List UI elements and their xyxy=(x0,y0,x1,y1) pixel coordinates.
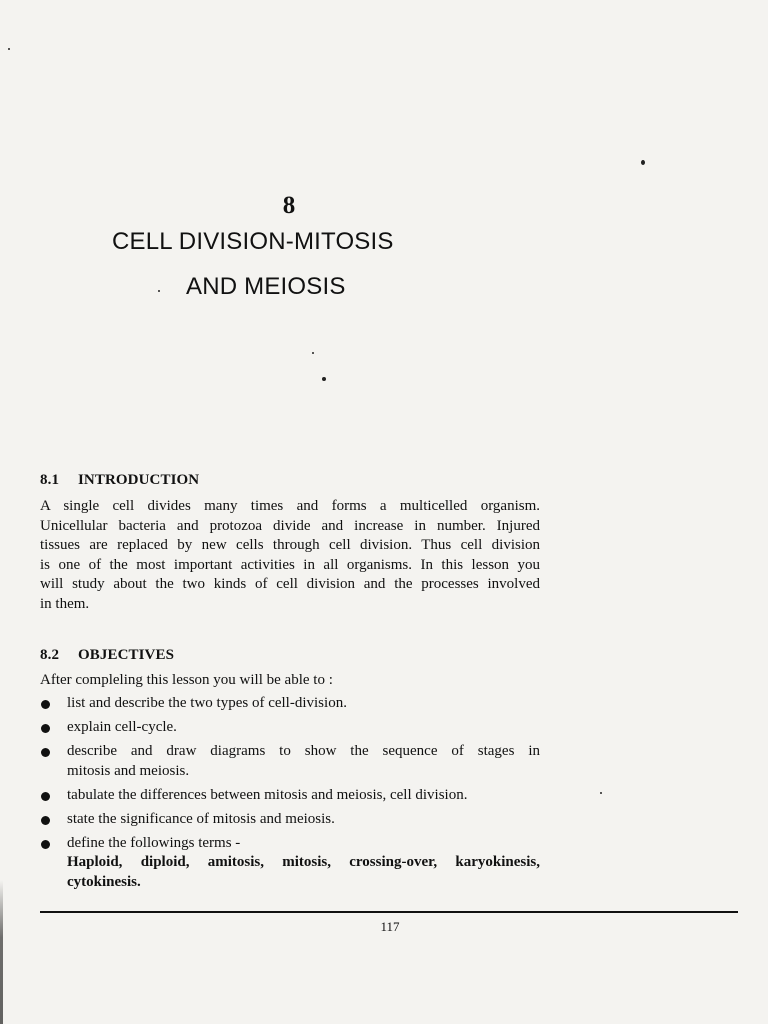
section-heading-introduction xyxy=(40,472,199,489)
list-item xyxy=(40,810,540,830)
paragraph-line: A single cell divides many times and forms a multicelled organism. xyxy=(40,498,540,514)
paragraph-line: tissues are replaced by new cells through cell division. Thus cell division xyxy=(40,537,540,553)
scan-speck xyxy=(8,48,10,50)
scan-speck xyxy=(600,792,602,794)
list-item-text: mitosis and meiosis. xyxy=(67,762,190,779)
list-item xyxy=(40,718,540,738)
bullet-icon xyxy=(41,700,50,709)
chapter-number: 8 xyxy=(282,192,296,219)
list-item xyxy=(40,834,540,893)
list-item xyxy=(40,786,540,806)
list-item xyxy=(40,694,540,714)
scan-speck xyxy=(322,377,326,381)
section-title: INTRODUCTION xyxy=(78,472,200,488)
bullet-icon xyxy=(41,816,50,825)
paragraph-line: in them. xyxy=(40,595,90,612)
chapter-title-line-1: CELL DIVISION-MITOSIS xyxy=(112,228,394,255)
scan-edge-shadow xyxy=(0,880,3,1024)
section-heading-objectives xyxy=(40,647,174,664)
section-number: 8.2 xyxy=(40,647,60,663)
paragraph-line: Unicellular bacteria and protozoa divide and increase in number. Injured xyxy=(40,517,540,534)
footer-divider xyxy=(40,911,738,913)
objectives-intro: After compleling this lesson you will be able to : xyxy=(40,672,333,688)
terms-list: Haploid, diploid, amitosis, mitosis, crossing-over, karyokinesis, xyxy=(67,854,540,870)
list-item xyxy=(40,742,540,781)
list-item-text: list and describe the two types of cell-division. xyxy=(67,695,347,711)
scan-speck xyxy=(312,352,314,354)
chapter-title-line-2: AND MEIOSIS xyxy=(186,273,346,300)
section-title: OBJECTIVES xyxy=(78,647,175,663)
paragraph-line: is one of the most important activities in all organisms. In this lesson you xyxy=(40,556,540,573)
list-item-text: describe and draw diagrams to show the sequence of stages in xyxy=(67,743,540,759)
terms-list: cytokinesis. xyxy=(67,873,141,890)
list-item-text: explain cell-cycle. xyxy=(67,719,177,735)
list-item-text: state the significance of mitosis and meiosis. xyxy=(67,810,335,827)
list-item-text: define the followings terms - xyxy=(67,834,241,851)
bullet-icon xyxy=(41,748,50,757)
page-number: 117 xyxy=(380,919,400,934)
scan-speck xyxy=(158,290,160,292)
scan-speck xyxy=(641,160,645,165)
bullet-icon xyxy=(41,792,50,801)
list-item-text: tabulate the differences between mitosis and meiosis, cell division. xyxy=(67,786,468,803)
objectives-list xyxy=(40,694,540,897)
section-number: 8.1 xyxy=(40,472,60,488)
bullet-icon xyxy=(41,840,50,849)
bullet-icon xyxy=(41,724,50,733)
paragraph-line: will study about the two kinds of cell division and the processes involved xyxy=(40,576,540,592)
introduction-paragraph xyxy=(40,497,540,614)
